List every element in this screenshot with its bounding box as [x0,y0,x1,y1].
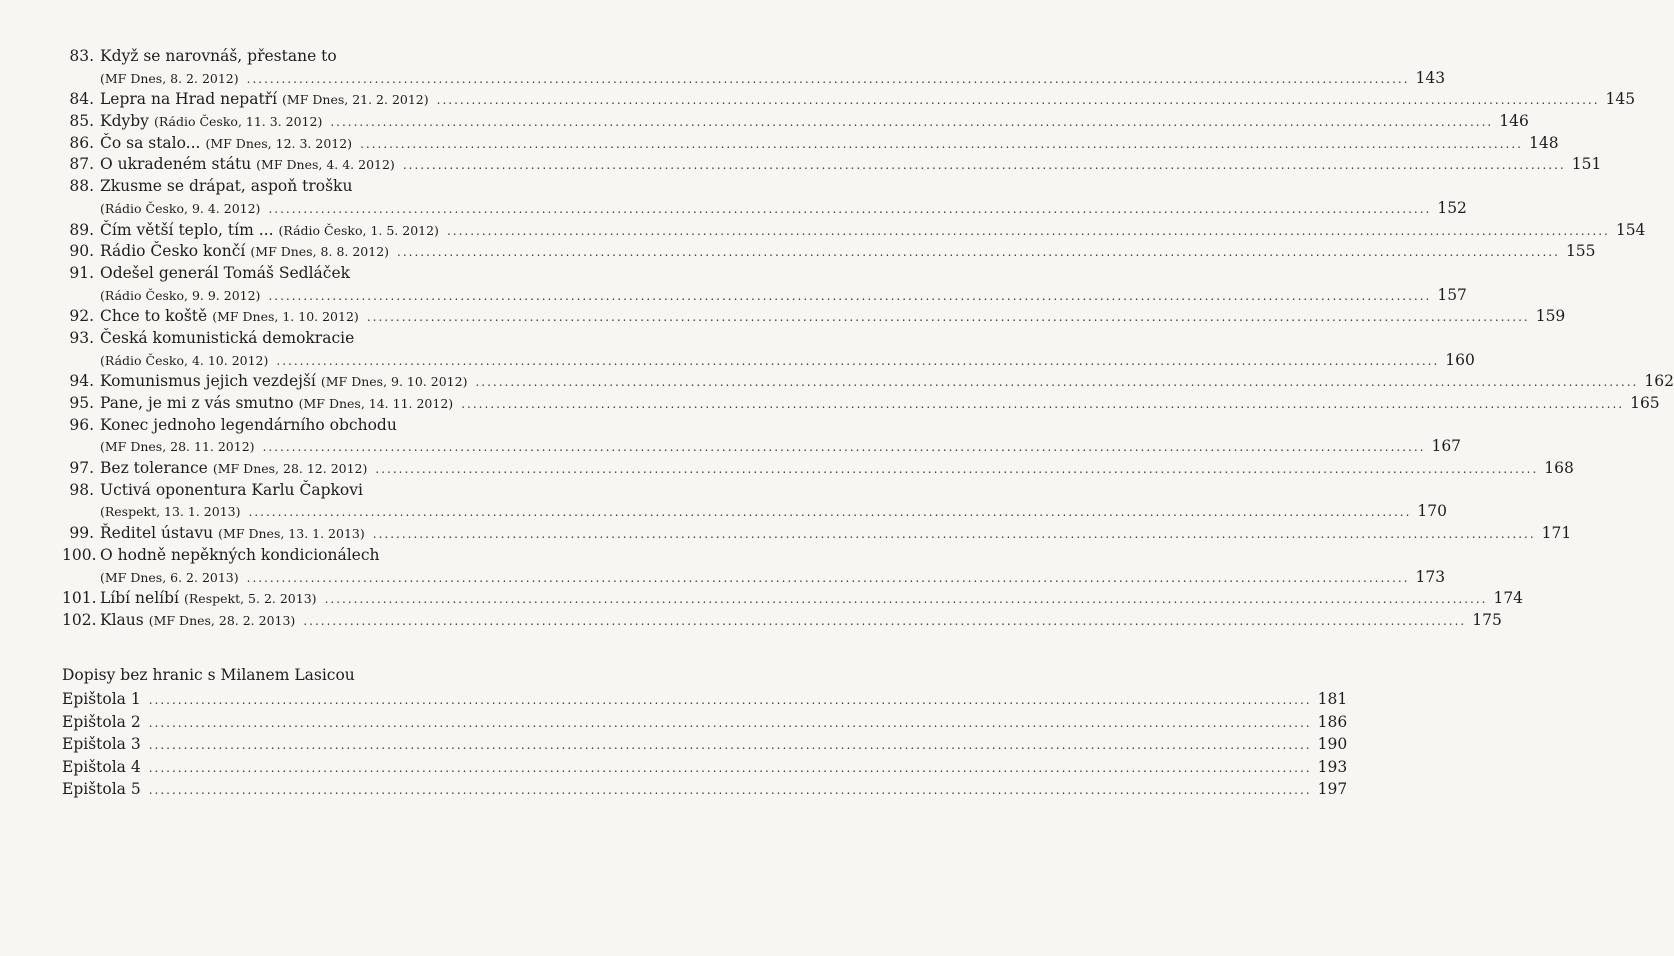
dot-leader: ........................................................................................................................................................................................................ [248,505,1412,520]
entry-title: Komunismus jejich vezdejší [100,372,316,391]
dot-leader: ........................................................................................................................................................................................................ [436,93,1600,108]
entry-number: 95. [69,394,94,412]
entry-source: (Respekt, 5. 2. 2013) [184,591,317,607]
toc-entry [62,523,1572,545]
entry-source: (MF Dnes, 4. 4. 2012) [256,157,395,173]
dot-leader: ........................................................................................................................................................................................................ [303,613,1467,628]
toc-entry [62,393,1660,415]
entry-title: Konec jednoho legendárního obchodu [100,415,397,434]
letter-entry [62,778,1348,801]
entry-number: 84. [69,90,94,109]
dot-leader: ........................................................................................................................................................................................................ [246,71,1410,86]
entry-source: (MF Dnes, 9. 10. 2012) [320,374,468,390]
letter-entry [62,688,1348,711]
dot-leader: ........................................................................................................................................................................................................ [148,693,1312,707]
toc-entry [62,263,1467,306]
letter-page: 193 [1317,757,1348,776]
entry-source: (MF Dnes, 28. 11. 2012) [100,439,255,455]
toc-entry [62,371,1674,393]
letter-entry [62,733,1348,756]
entry-number: 99. [69,524,94,543]
entry-source: (MF Dnes, 1. 10. 2012) [212,309,359,325]
entry-page: 143 [1415,68,1446,87]
letter-entry [62,711,1348,734]
entry-number: 93. [69,328,94,347]
entry-source: (Rádio Česko, 9. 4. 2012) [100,200,261,216]
dot-leader: ........................................................................................................................................................................................................ [375,462,1539,477]
entry-source: (MF Dnes, 6. 2. 2013) [100,569,239,585]
entry-source: (MF Dnes, 14. 11. 2012) [298,396,454,411]
letter-entry [62,756,1348,779]
entry-title: Rádio Česko končí [100,242,246,261]
entry-page: 167 [1431,437,1462,456]
letter-page: 181 [1317,690,1348,708]
entry-page: 170 [1417,502,1447,521]
toc-entry [62,458,1574,480]
entry-title: Klaus [100,610,144,629]
entry-page: 151 [1571,155,1602,174]
dot-leader: ........................................................................................................................................................................................................ [324,592,1488,607]
entry-title: O hodně nepěkných kondicionálech [100,545,380,564]
toc-entry [62,480,1447,523]
entry-title: Čím větší teplo, tím ... [100,220,274,239]
entry-number: 96. [69,415,94,434]
dot-leader: ........................................................................................................................................................................................................ [475,375,1639,390]
letters-section [62,664,1348,801]
entry-source: (MF Dnes, 13. 1. 2013) [218,526,365,542]
letter-page: 186 [1317,712,1348,731]
entry-number: 87. [69,155,94,174]
entry-title: Ředitel ústavu [100,524,214,543]
toc-entry [62,220,1646,242]
letter-page: 190 [1317,735,1348,753]
entry-page: 145 [1605,90,1636,109]
dot-leader: ........................................................................................................................................................................................................ [372,527,1536,542]
entry-page: 171 [1541,524,1572,543]
toc-entry [62,154,1602,176]
entry-title: Pane, je mi z vás smutno [100,394,294,412]
entry-number: 85. [69,112,94,131]
dot-leader: ........................................................................................................................................................................................................ [148,783,1312,797]
section-title: Dopisy bez hranic s Milanem Lasicou [62,666,355,684]
entry-number: 100. [62,545,97,564]
entry-number: 90. [69,242,94,261]
entry-source: (MF Dnes, 8. 8. 2012) [250,244,390,260]
entry-source: (Rádio Česko, 9. 9. 2012) [100,287,261,303]
entry-page: 168 [1544,459,1574,478]
entry-page: 174 [1493,589,1524,608]
letter-title: Epištola 3 [62,735,141,753]
toc-entry [62,89,1636,111]
toc-entry [62,306,1566,328]
letter-title: Epištola 4 [62,757,141,776]
toc-entry [62,328,1475,371]
dot-leader: ........................................................................................................................................................................................................ [360,136,1523,151]
dot-leader: ........................................................................................................................................................................................................ [366,310,1530,325]
entry-page: 175 [1472,610,1502,629]
entry-title: Čo sa stalo... [100,133,201,152]
dot-leader: ........................................................................................................................................................................................................ [268,288,1432,303]
toc-entry [62,415,1462,458]
entry-number: 92. [69,307,94,326]
dot-leader: ........................................................................................................................................................................................................ [262,440,1426,455]
entry-title: Uctivá oponentura Karlu Čapkovi [100,480,363,499]
toc-entry [62,241,1596,263]
entry-page: 165 [1630,394,1660,412]
toc-entry [62,588,1524,610]
entry-page: 162 [1644,372,1674,391]
dot-leader: ........................................................................................................................................................................................................ [330,115,1494,130]
toc-entry [62,610,1502,632]
entry-source: (MF Dnes, 28. 2. 2013) [148,612,296,628]
entry-page: 160 [1445,350,1475,369]
entry-number: 97. [69,459,94,478]
letters-list [62,688,1348,801]
entry-title: Odešel generál Tomáš Sedláček [100,263,351,282]
entry-number: 83. [69,47,94,65]
entry-page: 173 [1415,567,1446,586]
entry-source: (Rádio Česko, 4. 10. 2012) [100,352,269,368]
entry-page: 148 [1528,133,1559,152]
entry-number: 88. [69,177,94,196]
entry-source: (MF Dnes, 8. 2. 2012) [100,70,239,86]
entry-number: 89. [69,220,94,239]
entry-page: 159 [1535,307,1566,326]
entry-title: Lepra na Hrad nepatří [100,90,278,109]
table-of-contents [62,46,1674,632]
entry-source: (Rádio Česko, 11. 3. 2012) [153,114,323,130]
entry-source: (Respekt, 13. 1. 2013) [100,504,241,520]
entry-number: 101. [62,589,97,608]
entry-number: 102. [62,610,97,629]
entry-title: Líbí nelíbí [100,589,180,608]
entry-page: 154 [1615,220,1646,239]
entry-title: Kdyby [100,112,149,131]
toc-entry [62,46,1446,89]
entry-source: (MF Dnes, 21. 2. 2012) [282,92,429,108]
letter-page: 197 [1317,780,1348,798]
entry-title: Zkusme se drápat, aspoň trošku [100,177,353,196]
dot-leader: ........................................................................................................................................................................................................ [402,158,1566,173]
entry-page: 155 [1565,242,1596,261]
entry-title: Chce to koště [100,307,208,326]
entry-title: O ukradeném státu [100,155,252,174]
toc-entry [62,176,1467,219]
dot-leader: ........................................................................................................................................................................................................ [148,738,1312,752]
toc-entry [62,133,1559,155]
toc-entry [62,545,1446,588]
letter-title: Epištola 2 [62,712,141,731]
entry-number: 94. [69,372,94,391]
entry-title: Česká komunistická demokracie [100,328,355,347]
entry-title: Když se narovnáš, přestane to [100,47,337,65]
entry-page: 157 [1437,285,1467,304]
entry-source: (MF Dnes, 28. 12. 2012) [212,461,368,477]
entry-title: Bez tolerance [100,459,208,478]
dot-leader: ........................................................................................................................................................................................................ [268,201,1432,216]
letter-title: Epištola 5 [62,780,141,798]
entry-number: 91. [69,263,94,282]
dot-leader: ........................................................................................................................................................................................................ [461,397,1625,411]
dot-leader: ........................................................................................................................................................................................................ [148,715,1312,730]
dot-leader: ........................................................................................................................................................................................................ [246,570,1410,585]
toc-entry [62,111,1529,133]
entry-source: (Rádio Česko, 1. 5. 2012) [278,222,439,238]
entry-page: 146 [1499,112,1529,131]
letter-title: Epištola 1 [62,690,141,708]
dot-leader: ........................................................................................................................................................................................................ [148,760,1312,775]
dot-leader: ........................................................................................................................................................................................................ [276,353,1440,368]
entry-page: 152 [1437,198,1467,217]
entry-source: (MF Dnes, 12. 3. 2012) [205,135,353,151]
dot-leader: ........................................................................................................................................................................................................ [446,223,1610,238]
entry-number: 98. [69,480,94,499]
dot-leader: ........................................................................................................................................................................................................ [397,245,1560,260]
entry-number: 86. [69,133,94,152]
